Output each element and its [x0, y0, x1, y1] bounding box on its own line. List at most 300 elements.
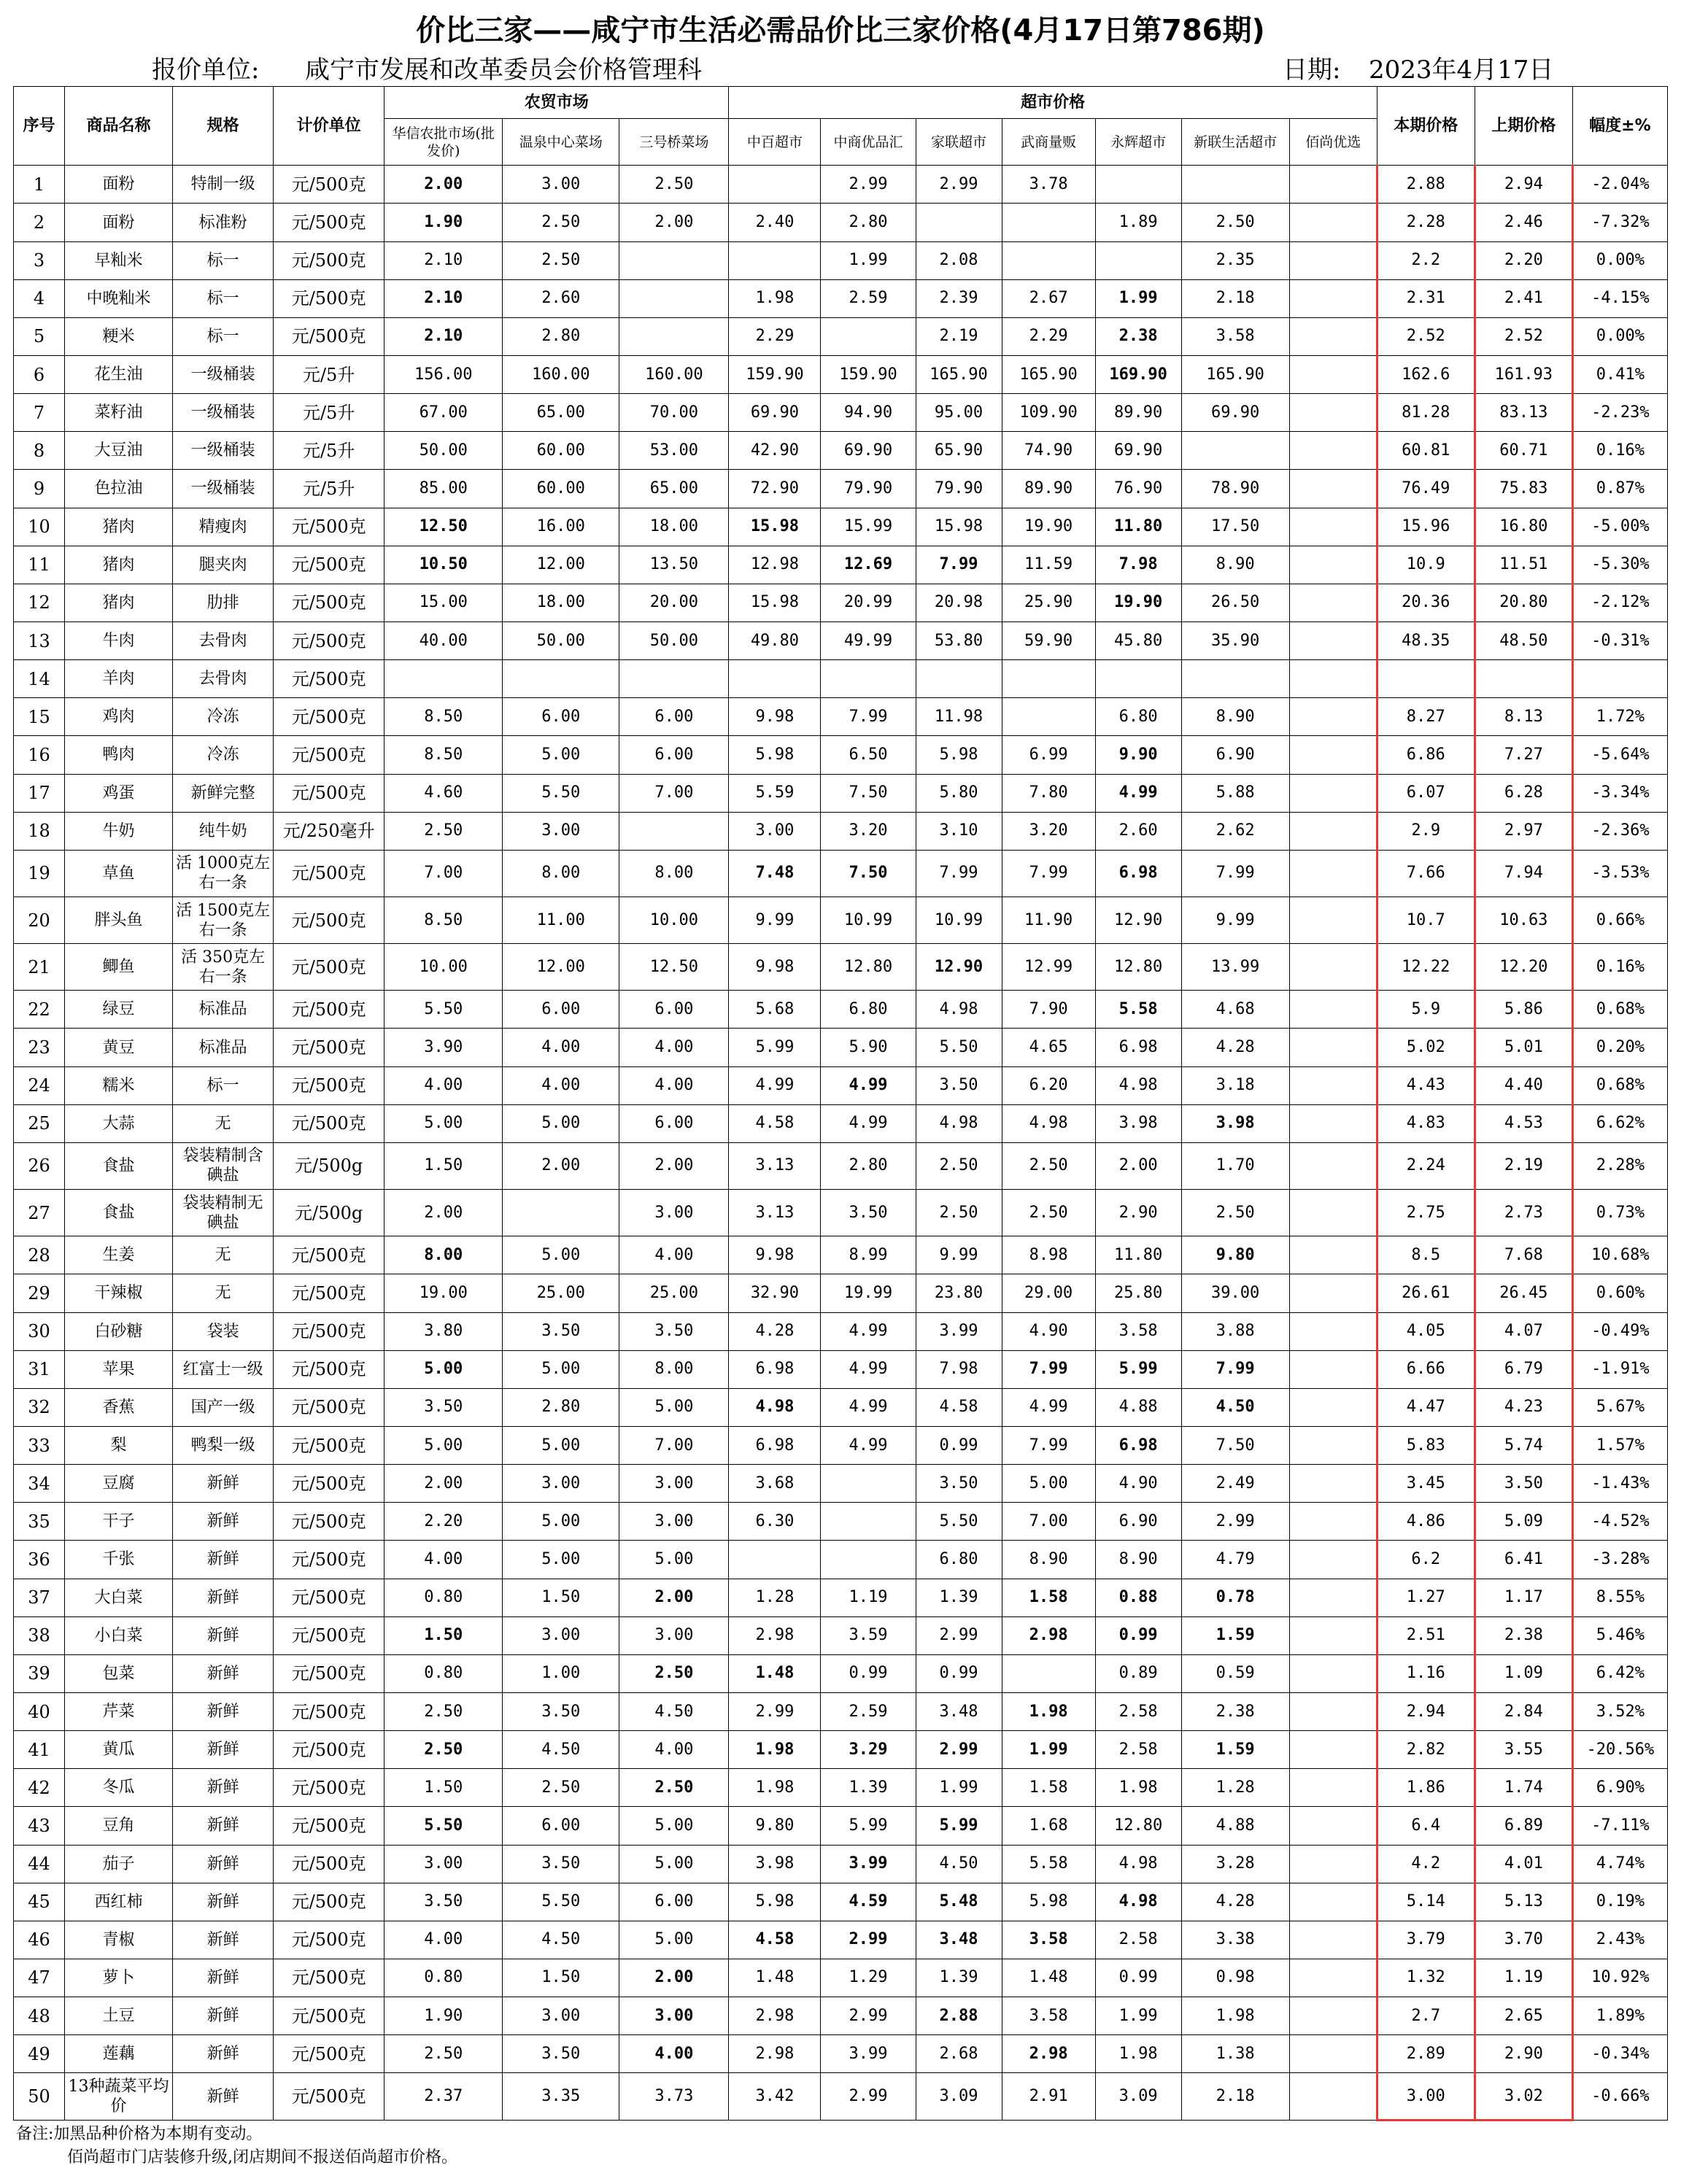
cell-current-price: 2.7 [1377, 1997, 1475, 2035]
cell-price: 4.98 [1095, 1845, 1181, 1883]
cell-name: 苹果 [65, 1350, 173, 1388]
cell-previous-price: 1.74 [1475, 1769, 1572, 1807]
cell-name: 茄子 [65, 1845, 173, 1883]
table-row [14, 1654, 1668, 1692]
cell-previous-price: 2.46 [1475, 204, 1572, 241]
cell-price: 4.99 [821, 1312, 916, 1350]
table-row [14, 2073, 1668, 2121]
cell-price: 4.50 [503, 1731, 619, 1769]
cell-previous-price: 20.80 [1475, 584, 1572, 621]
cell-seq: 2 [14, 204, 65, 241]
header-market-2: 温泉中心菜场 [503, 119, 619, 166]
cell-name: 早籼米 [65, 241, 173, 279]
cell-price: 5.98 [916, 736, 1002, 774]
table-row [14, 166, 1668, 204]
cell-price: 8.90 [1181, 546, 1289, 584]
cell-price: 5.59 [729, 774, 821, 812]
cell-price: 3.20 [1002, 812, 1095, 850]
cell-price: 12.80 [1095, 944, 1181, 991]
cell-price: 25.80 [1095, 1274, 1181, 1312]
cell-name: 牛奶 [65, 812, 173, 850]
cell-previous-price: 2.65 [1475, 1997, 1572, 2035]
cell-spec: 袋装 [173, 1312, 274, 1350]
cell-price: 2.39 [916, 279, 1002, 317]
cell-spec: 新鲜 [173, 1465, 274, 1503]
cell-price [1289, 1807, 1377, 1845]
cell-seq: 23 [14, 1029, 65, 1066]
cell-change: 6.90% [1572, 1769, 1667, 1807]
cell-price: 3.58 [1002, 1921, 1095, 1959]
cell-seq: 35 [14, 1503, 65, 1541]
cell-previous-price: 8.13 [1475, 698, 1572, 736]
cell-name: 鸡蛋 [65, 774, 173, 812]
cell-change: 2.43% [1572, 1921, 1667, 1959]
cell-spec: 肋排 [173, 584, 274, 621]
cell-previous-price: 3.02 [1475, 2073, 1572, 2121]
table-row [14, 1845, 1668, 1883]
cell-price: 15.98 [916, 508, 1002, 546]
cell-seq: 21 [14, 944, 65, 991]
cell-price [619, 317, 729, 355]
cell-price: 165.90 [1181, 356, 1289, 394]
cell-price: 1.38 [1181, 2035, 1289, 2073]
cell-unit: 元/500克 [274, 584, 384, 621]
cell-change: -2.12% [1572, 584, 1667, 621]
cell-price: 4.50 [1181, 1388, 1289, 1426]
cell-price: 2.50 [384, 812, 503, 850]
cell-previous-price: 83.13 [1475, 394, 1572, 432]
cell-name: 大白菜 [65, 1579, 173, 1616]
cell-change: -4.52% [1572, 1503, 1667, 1541]
cell-spec: 冷冻 [173, 698, 274, 736]
cell-price [384, 660, 503, 698]
cell-price [1002, 660, 1095, 698]
cell-price [1002, 241, 1095, 279]
cell-price [729, 660, 821, 698]
cell-seq: 14 [14, 660, 65, 698]
cell-price [619, 812, 729, 850]
cell-name: 干子 [65, 1503, 173, 1541]
cell-price: 6.30 [729, 1503, 821, 1541]
cell-price: 10.50 [384, 546, 503, 584]
cell-price: 6.80 [821, 991, 916, 1029]
cell-unit: 元/500克 [274, 279, 384, 317]
cell-name: 猪肉 [65, 508, 173, 546]
cell-spec: 标一 [173, 317, 274, 355]
cell-price: 4.28 [1181, 1029, 1289, 1066]
cell-seq: 13 [14, 621, 65, 659]
header-name: 商品名称 [65, 87, 173, 166]
cell-price [1289, 166, 1377, 204]
cell-current-price: 10.9 [1377, 546, 1475, 584]
cell-price: 2.99 [821, 1997, 916, 2035]
cell-price: 2.58 [1095, 1921, 1181, 1959]
cell-price: 3.78 [1002, 166, 1095, 204]
cell-price: 4.28 [1181, 1883, 1289, 1921]
cell-price: 2.98 [1002, 2035, 1095, 2073]
cell-price: 3.73 [619, 2073, 729, 2121]
table-row [14, 660, 1668, 698]
cell-price: 78.90 [1181, 470, 1289, 508]
cell-price: 5.00 [384, 1426, 503, 1464]
cell-current-price: 26.61 [1377, 1274, 1475, 1312]
cell-price [1289, 1503, 1377, 1541]
cell-unit: 元/500克 [274, 241, 384, 279]
cell-price [1289, 432, 1377, 470]
cell-price: 19.00 [384, 1274, 503, 1312]
cell-price: 5.50 [503, 774, 619, 812]
table-row [14, 1350, 1668, 1388]
cell-current-price: 3.45 [1377, 1465, 1475, 1503]
cell-name: 西红柿 [65, 1883, 173, 1921]
table-row [14, 944, 1668, 991]
cell-price: 2.99 [916, 1616, 1002, 1654]
cell-price: 9.98 [729, 1236, 821, 1274]
table-row [14, 1388, 1668, 1426]
cell-price: 6.00 [503, 698, 619, 736]
table-row [14, 1883, 1668, 1921]
cell-seq: 6 [14, 356, 65, 394]
cell-change: 0.87% [1572, 470, 1667, 508]
cell-price: 70.00 [619, 394, 729, 432]
header-market-group: 农贸市场 [384, 87, 729, 119]
cell-current-price: 2.82 [1377, 1731, 1475, 1769]
cell-price: 20.00 [619, 584, 729, 621]
cell-price: 7.99 [1002, 1426, 1095, 1464]
cell-change: -2.36% [1572, 812, 1667, 850]
cell-price: 4.98 [1095, 1883, 1181, 1921]
cell-price: 0.99 [1095, 1616, 1181, 1654]
cell-price: 9.80 [1181, 1236, 1289, 1274]
cell-price: 3.50 [503, 1845, 619, 1883]
cell-name: 千张 [65, 1541, 173, 1579]
cell-current-price: 4.83 [1377, 1104, 1475, 1142]
cell-unit: 元/500克 [274, 1426, 384, 1464]
cell-name: 生姜 [65, 1236, 173, 1274]
cell-price: 1.50 [384, 1142, 503, 1189]
cell-price: 5.00 [619, 1845, 729, 1883]
cell-price: 7.99 [1002, 850, 1095, 897]
cell-price: 0.99 [916, 1426, 1002, 1464]
header-market-3: 三号桥菜场 [619, 119, 729, 166]
cell-change: -5.64% [1572, 736, 1667, 774]
cell-previous-price: 2.19 [1475, 1142, 1572, 1189]
cell-price [1289, 394, 1377, 432]
cell-spec: 新鲜完整 [173, 774, 274, 812]
cell-price: 2.99 [821, 166, 916, 204]
cell-price: 5.50 [384, 991, 503, 1029]
cell-name: 面粉 [65, 204, 173, 241]
cell-price: 2.98 [729, 1997, 821, 2035]
cell-spec: 新鲜 [173, 1541, 274, 1579]
cell-price: 169.90 [1095, 356, 1181, 394]
cell-seq: 31 [14, 1350, 65, 1388]
cell-spec: 国产一级 [173, 1388, 274, 1426]
cell-price: 2.19 [916, 317, 1002, 355]
cell-previous-price: 6.89 [1475, 1807, 1572, 1845]
cell-name: 鸭肉 [65, 736, 173, 774]
cell-price: 2.49 [1181, 1465, 1289, 1503]
cell-price: 2.90 [1095, 1190, 1181, 1236]
cell-price: 8.00 [384, 1236, 503, 1274]
cell-unit: 元/5升 [274, 356, 384, 394]
cell-price [1289, 1236, 1377, 1274]
cell-change: -4.15% [1572, 279, 1667, 317]
page-title: 价比三家——咸宁市生活必需品价比三家价格(4月17日第786期) [416, 14, 1265, 47]
cell-seq: 1 [14, 166, 65, 204]
cell-price: 6.98 [729, 1350, 821, 1388]
cell-previous-price: 26.45 [1475, 1274, 1572, 1312]
cell-seq: 4 [14, 279, 65, 317]
cell-price: 4.00 [619, 1236, 729, 1274]
cell-price: 7.90 [1002, 991, 1095, 1029]
table-row [14, 1921, 1668, 1959]
cell-unit: 元/500克 [274, 1616, 384, 1654]
cell-name: 莲藕 [65, 2035, 173, 2073]
cell-previous-price: 1.09 [1475, 1654, 1572, 1692]
cell-price: 3.13 [729, 1142, 821, 1189]
table-row [14, 1236, 1668, 1274]
cell-price: 7.00 [619, 774, 729, 812]
cell-current-price: 7.66 [1377, 850, 1475, 897]
cell-price: 25.90 [1002, 584, 1095, 621]
cell-current-price: 8.5 [1377, 1236, 1475, 1274]
cell-current-price: 1.32 [1377, 1959, 1475, 1997]
cell-price [1289, 1692, 1377, 1730]
cell-current-price [1377, 660, 1475, 698]
cell-price: 5.90 [821, 1029, 916, 1066]
cell-price [1289, 1959, 1377, 1997]
cell-price: 3.00 [503, 1465, 619, 1503]
cell-price: 2.18 [1181, 279, 1289, 317]
cell-change: -0.34% [1572, 2035, 1667, 2073]
cell-price: 53.80 [916, 621, 1002, 659]
cell-price [729, 241, 821, 279]
cell-spec: 标一 [173, 1066, 274, 1104]
cell-price: 6.50 [821, 736, 916, 774]
cell-price: 4.98 [916, 991, 1002, 1029]
cell-spec: 无 [173, 1104, 274, 1142]
cell-price [1289, 774, 1377, 812]
cell-price: 7.50 [821, 774, 916, 812]
table-row [14, 1731, 1668, 1769]
cell-previous-price: 6.28 [1475, 774, 1572, 812]
cell-change: -5.00% [1572, 508, 1667, 546]
header-previous: 上期价格 [1475, 87, 1572, 166]
cell-current-price: 5.14 [1377, 1883, 1475, 1921]
cell-price: 3.50 [503, 1692, 619, 1730]
cell-spec: 新鲜 [173, 1731, 274, 1769]
cell-price: 3.99 [821, 2035, 916, 2073]
cell-spec: 活 1000克左右一条 [173, 850, 274, 897]
table-row [14, 1807, 1668, 1845]
cell-price: 1.68 [1002, 1807, 1095, 1845]
cell-previous-price: 4.23 [1475, 1388, 1572, 1426]
table-row [14, 1959, 1668, 1997]
cell-current-price: 12.22 [1377, 944, 1475, 991]
cell-price: 5.00 [384, 1104, 503, 1142]
cell-price: 2.99 [916, 1731, 1002, 1769]
cell-price: 15.98 [729, 584, 821, 621]
cell-change: 0.73% [1572, 1190, 1667, 1236]
cell-price: 9.80 [729, 1807, 821, 1845]
cell-price [1002, 204, 1095, 241]
cell-price: 2.58 [1095, 1692, 1181, 1730]
cell-price: 3.00 [619, 1465, 729, 1503]
cell-price: 1.58 [1002, 1579, 1095, 1616]
cell-price: 8.90 [1095, 1541, 1181, 1579]
cell-price: 3.90 [384, 1029, 503, 1066]
cell-price: 18.00 [619, 508, 729, 546]
cell-spec: 一级桶装 [173, 432, 274, 470]
header-super-7: 佰尚优选 [1289, 119, 1377, 166]
cell-price: 1.98 [729, 279, 821, 317]
cell-name: 面粉 [65, 166, 173, 204]
cell-price: 4.98 [1095, 1066, 1181, 1104]
cell-price: 1.70 [1181, 1142, 1289, 1189]
cell-price: 4.79 [1181, 1541, 1289, 1579]
cell-current-price: 6.66 [1377, 1350, 1475, 1388]
cell-current-price: 60.81 [1377, 432, 1475, 470]
cell-price: 7.99 [821, 698, 916, 736]
cell-unit: 元/500克 [274, 1883, 384, 1921]
cell-price: 1.98 [1002, 1692, 1095, 1730]
cell-price: 5.00 [384, 1350, 503, 1388]
cell-price: 6.00 [619, 991, 729, 1029]
cell-unit: 元/500克 [274, 1350, 384, 1388]
cell-unit: 元/500克 [274, 1921, 384, 1959]
table-row [14, 1465, 1668, 1503]
price-table [13, 86, 1668, 2121]
cell-price: 8.50 [384, 897, 503, 944]
cell-name: 豆角 [65, 1807, 173, 1845]
cell-name: 菜籽油 [65, 394, 173, 432]
cell-name: 粳米 [65, 317, 173, 355]
cell-price: 6.00 [503, 1807, 619, 1845]
cell-seq: 42 [14, 1769, 65, 1807]
cell-current-price: 5.83 [1377, 1426, 1475, 1464]
cell-unit: 元/500克 [274, 736, 384, 774]
cell-seq: 39 [14, 1654, 65, 1692]
table-row [14, 897, 1668, 944]
cell-price: 2.58 [1095, 1731, 1181, 1769]
cell-price: 10.00 [619, 897, 729, 944]
cell-price: 5.00 [503, 736, 619, 774]
cell-previous-price [1475, 660, 1572, 698]
cell-price: 9.99 [916, 1236, 1002, 1274]
cell-price: 3.50 [384, 1388, 503, 1426]
cell-price: 9.98 [729, 698, 821, 736]
cell-price: 69.90 [1095, 432, 1181, 470]
cell-previous-price: 2.38 [1475, 1616, 1572, 1654]
cell-price: 3.50 [384, 1883, 503, 1921]
cell-price: 1.28 [1181, 1769, 1289, 1807]
cell-price: 1.19 [821, 1579, 916, 1616]
cell-unit: 元/500克 [274, 1274, 384, 1312]
cell-price: 12.90 [1095, 897, 1181, 944]
cell-price: 2.37 [384, 2073, 503, 2121]
cell-unit: 元/250毫升 [274, 812, 384, 850]
cell-current-price: 4.43 [1377, 1066, 1475, 1104]
cell-current-price: 2.88 [1377, 166, 1475, 204]
cell-price: 12.00 [503, 944, 619, 991]
header-seq: 序号 [14, 87, 65, 166]
table-row [14, 394, 1668, 432]
cell-price: 2.00 [619, 1579, 729, 1616]
cell-current-price: 6.86 [1377, 736, 1475, 774]
cell-price: 5.98 [729, 736, 821, 774]
cell-price: 5.98 [1002, 1883, 1095, 1921]
cell-price [1289, 1579, 1377, 1616]
cell-unit: 元/500g [274, 1190, 384, 1236]
cell-price: 6.98 [1095, 1029, 1181, 1066]
cell-spec: 袋装精制含碘盐 [173, 1142, 274, 1189]
cell-unit: 元/5升 [274, 470, 384, 508]
cell-price: 159.90 [821, 356, 916, 394]
cell-name: 青椒 [65, 1921, 173, 1959]
cell-price: 6.90 [1095, 1503, 1181, 1541]
cell-price: 3.00 [619, 1997, 729, 2035]
table-row [14, 317, 1668, 355]
cell-price: 19.90 [1095, 584, 1181, 621]
cell-price: 2.99 [1181, 1503, 1289, 1541]
cell-price [916, 204, 1002, 241]
cell-previous-price: 12.20 [1475, 944, 1572, 991]
cell-seq: 7 [14, 394, 65, 432]
cell-current-price: 6.2 [1377, 1541, 1475, 1579]
header-super-2: 中商优品汇 [821, 119, 916, 166]
cell-price: 2.10 [384, 317, 503, 355]
cell-current-price: 2.2 [1377, 241, 1475, 279]
cell-price: 12.80 [1095, 1807, 1181, 1845]
cell-price: 76.90 [1095, 470, 1181, 508]
cell-previous-price: 5.09 [1475, 1503, 1572, 1541]
cell-price: 2.10 [384, 241, 503, 279]
cell-price: 5.00 [503, 1426, 619, 1464]
cell-price: 5.80 [916, 774, 1002, 812]
cell-price: 12.99 [1002, 944, 1095, 991]
cell-previous-price: 3.50 [1475, 1465, 1572, 1503]
cell-previous-price: 3.55 [1475, 1731, 1572, 1769]
cell-price: 3.98 [729, 1845, 821, 1883]
cell-name: 干辣椒 [65, 1274, 173, 1312]
cell-price: 2.99 [821, 2073, 916, 2121]
cell-price: 39.00 [1181, 1274, 1289, 1312]
cell-change: -3.53% [1572, 850, 1667, 897]
cell-seq: 22 [14, 991, 65, 1029]
table-row [14, 774, 1668, 812]
cell-price: 2.29 [1002, 317, 1095, 355]
cell-price: 11.80 [1095, 1236, 1181, 1274]
cell-change: -3.34% [1572, 774, 1667, 812]
cell-spec: 冷冻 [173, 736, 274, 774]
cell-spec: 一级桶装 [173, 356, 274, 394]
cell-price: 7.98 [916, 1350, 1002, 1388]
cell-price: 9.90 [1095, 736, 1181, 774]
cell-price: 1.98 [1095, 1769, 1181, 1807]
cell-price: 9.98 [729, 944, 821, 991]
cell-price: 3.00 [503, 1616, 619, 1654]
cell-current-price: 48.35 [1377, 621, 1475, 659]
table-row [14, 1616, 1668, 1654]
cell-change: -0.31% [1572, 621, 1667, 659]
cell-price: 1.58 [1002, 1769, 1095, 1807]
cell-spec: 腿夹肉 [173, 546, 274, 584]
cell-name: 豆腐 [65, 1465, 173, 1503]
cell-price: 4.88 [1181, 1807, 1289, 1845]
cell-current-price: 3.00 [1377, 2073, 1475, 2121]
notes [16, 2123, 1665, 2169]
